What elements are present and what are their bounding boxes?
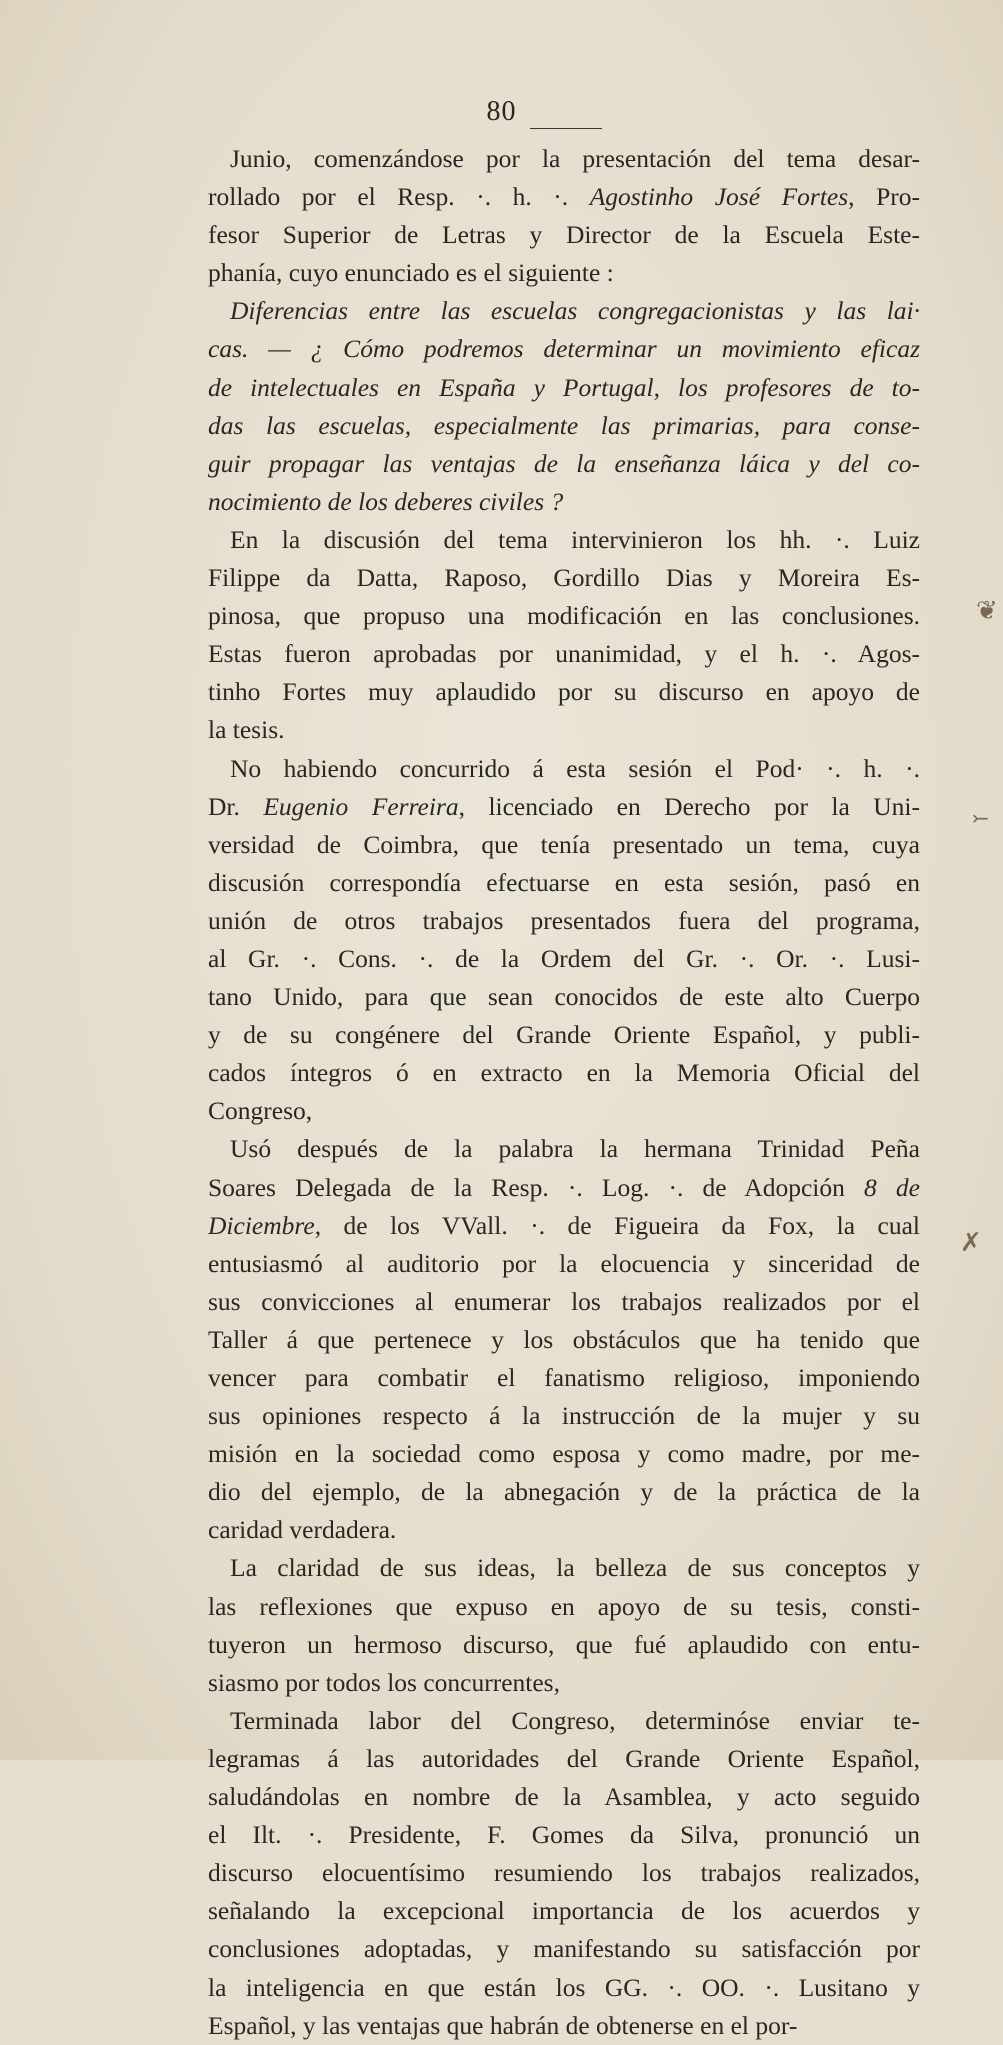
italic-run: Diciembre [208, 1210, 315, 1240]
text-run: al Gr. ·. Cons. ·. de la Ordem del Gr. ·. Or. ·. Lusi- [208, 943, 920, 973]
text-run: la tesis. [208, 715, 285, 745]
text-line [208, 178, 920, 216]
text-run: discurso elocuentísimo resumiendo los trabajos realizados, [208, 1858, 920, 1888]
text-run: cados íntegros ó en extracto en la Memoria Oficial del [208, 1058, 920, 1088]
text-line [208, 826, 920, 864]
text-run: Español, y las ventajas que habrán de obtenerse en el por- [208, 2010, 798, 2040]
text-line [208, 902, 920, 940]
text-line [208, 559, 920, 597]
text-line [208, 140, 920, 178]
text-run: Soares Delegada de la Resp. ·. Log. ·. de Adopción [208, 1172, 865, 1202]
italic-run: Agostinho José Fortes [589, 182, 849, 212]
text-run: dio del ejemplo, de la abnegación y de la práctica de la [208, 1477, 920, 1507]
text-run: conclusiones adoptadas, y manifestando su satisfacción por [208, 1934, 920, 1964]
text-line [208, 1016, 920, 1054]
italic-run: guir propagar las ventajas de la enseñanza láica y del co- [208, 448, 920, 478]
text-run: el Ilt. ·. Presidente, F. Gomes da Silva, pronunció un [208, 1820, 920, 1850]
text-line [208, 369, 920, 407]
text-line [208, 483, 920, 521]
text-line [208, 1130, 920, 1168]
text-run: versidad de Coimbra, que tenía presentado un tema, cuya [208, 829, 920, 859]
paragraph [208, 292, 920, 521]
text-run: sus opiniones respecto á la instrucción de la mujer y su [208, 1401, 920, 1431]
text-run: No habiendo concurrido á esta sesión el Pod· ·. h. ·. [230, 753, 920, 783]
text-run: siasmo por todos los concurrentes, [208, 1667, 560, 1697]
text-line [208, 1588, 920, 1626]
text-run: discusión correspondía efectuarse en esta sesión, pasó en [208, 867, 920, 897]
paragraph [208, 1549, 920, 1701]
italic-run: cas. — ¿ Cómo podremos determinar un movimiento eficaz [208, 334, 920, 364]
text-run: rollado por el Resp. ·. h. ·. [208, 182, 590, 212]
italic-run: Eugenio Ferreira [263, 791, 459, 821]
text-line [208, 1473, 920, 1511]
text-line [208, 1930, 920, 1968]
text-run: tinho Fortes muy aplaudido por su discurso en apoyo de [208, 677, 920, 707]
text-run: Dr. [208, 791, 264, 821]
text-run: Taller á que pertenece y los obstáculos que ha tenido que [208, 1324, 920, 1354]
text-line [208, 216, 920, 254]
text-line [208, 635, 920, 673]
text-line [208, 445, 920, 483]
text-line [208, 292, 920, 330]
text-run: las reflexiones que expuso en apoyo de su tesis, consti- [208, 1591, 920, 1621]
text-line [208, 1359, 920, 1397]
text-line [208, 673, 920, 711]
text-run: tuyeron un hermoso discurso, que fué aplaudido con entu- [208, 1629, 920, 1659]
italic-run: Diferencias entre las escuelas congregacionistas y las lai· [230, 296, 920, 326]
text-line [208, 1169, 920, 1207]
text-line [208, 1283, 920, 1321]
paragraph [208, 750, 920, 1131]
text-run: fesor Superior de Letras y Director de la Escuela Este- [208, 220, 920, 250]
text-run: señalando la excepcional importancia de los acuerdos y [208, 1896, 920, 1926]
margin-mark-icon: ⤚ [972, 808, 989, 830]
text-line [208, 711, 920, 749]
text-line [208, 1092, 920, 1130]
text-line [208, 1664, 920, 1702]
text-run: , de los VVall. ·. de Figueira da Fox, la cual [314, 1210, 920, 1240]
margin-mark-icon: ✗ [960, 1228, 982, 1257]
text-line [208, 1702, 920, 1740]
text-line [208, 1397, 920, 1435]
text-line [208, 1778, 920, 1816]
text-line [208, 1740, 920, 1778]
text-run: y de su congénere del Grande Oriente Español, y publi- [208, 1020, 920, 1050]
text-line [208, 1549, 920, 1587]
text-run: , Pro- [848, 182, 920, 212]
text-run: tano Unido, para que sean conocidos de este alto Cuerpo [208, 982, 920, 1012]
text-run: entusiasmó al auditorio por la elocuencia y sinceridad de [208, 1248, 920, 1278]
text-line [208, 407, 920, 445]
text-run: Congreso, [208, 1096, 313, 1126]
text-line [208, 597, 920, 635]
text-run: Usó después de la palabra la hermana Trinidad Peña [230, 1134, 920, 1164]
text-line [208, 940, 920, 978]
text-run: Terminada labor del Congreso, determinóse enviar te- [230, 1705, 920, 1735]
text-run: legramas á las autoridades del Grande Oriente Español, [208, 1743, 920, 1773]
text-line [208, 1207, 920, 1245]
text-line [208, 1321, 920, 1359]
text-run: Estas fueron aprobadas por unanimidad, y el h. ·. Agos- [208, 639, 920, 669]
text-line [208, 978, 920, 1016]
text-line [208, 1435, 920, 1473]
page-number: 80 [486, 96, 517, 127]
text-line [208, 1511, 920, 1549]
italic-run: de intelectuales en España y Portugal, los profesores de to- [208, 372, 920, 402]
paragraph [208, 140, 920, 292]
text-line [208, 788, 920, 826]
paragraph [208, 521, 920, 750]
text-run: , licenciado en Derecho por la Uni- [458, 791, 921, 821]
text-run: sus convicciones al enumerar los trabajos realizados por el [208, 1286, 920, 1316]
text-line [208, 254, 920, 292]
text-run: pinosa, que propuso una modificación en las conclusiones. [208, 601, 920, 631]
body-text [208, 140, 920, 2045]
italic-run: nocimiento de los deberes civiles ? [208, 486, 564, 516]
text-line [208, 1892, 920, 1930]
text-run: La claridad de sus ideas, la belleza de sus conceptos y [230, 1553, 920, 1583]
text-run: caridad verdadera. [208, 1515, 397, 1545]
text-line [208, 521, 920, 559]
text-run: Junio, comenzándose por la presentación del tema desar- [230, 144, 920, 173]
text-line [208, 330, 920, 368]
text-line [208, 1969, 920, 2007]
text-line [208, 1854, 920, 1892]
text-line [208, 1245, 920, 1283]
text-line [208, 750, 920, 788]
text-line [208, 1816, 920, 1854]
text-run: vencer para combatir el fanatismo religioso, imponiendo [208, 1363, 920, 1392]
text-run: misión en la sociedad como esposa y como madre, por me- [208, 1439, 920, 1469]
paragraph [208, 1702, 920, 2045]
text-line [208, 2007, 920, 2045]
text-line [208, 1054, 920, 1092]
paragraph [208, 1130, 920, 1549]
text-line [208, 864, 920, 902]
text-run: phanía, cuyo enunciado es el siguiente : [208, 258, 614, 288]
text-run: saludándolas en nombre de la Asamblea, y acto seguido [208, 1782, 920, 1812]
margin-mark-icon: ❦ [976, 596, 998, 625]
page-number-rule [530, 128, 602, 129]
text-run: unión de otros trabajos presentados fuera del programa, [208, 905, 920, 935]
text-line [208, 1626, 920, 1664]
text-run: la inteligencia en que están los GG. ·. OO. ·. Lusitano y [208, 1972, 920, 2002]
text-run: En la discusión del tema intervinieron los hh. ·. Luiz [230, 524, 920, 554]
text-run: Filippe da Datta, Raposo, Gordillo Dias y Moreira Es- [208, 563, 920, 593]
italic-run: 8 de [864, 1172, 920, 1202]
italic-run: das las escuelas, especialmente las primarias, para conse- [208, 410, 920, 440]
